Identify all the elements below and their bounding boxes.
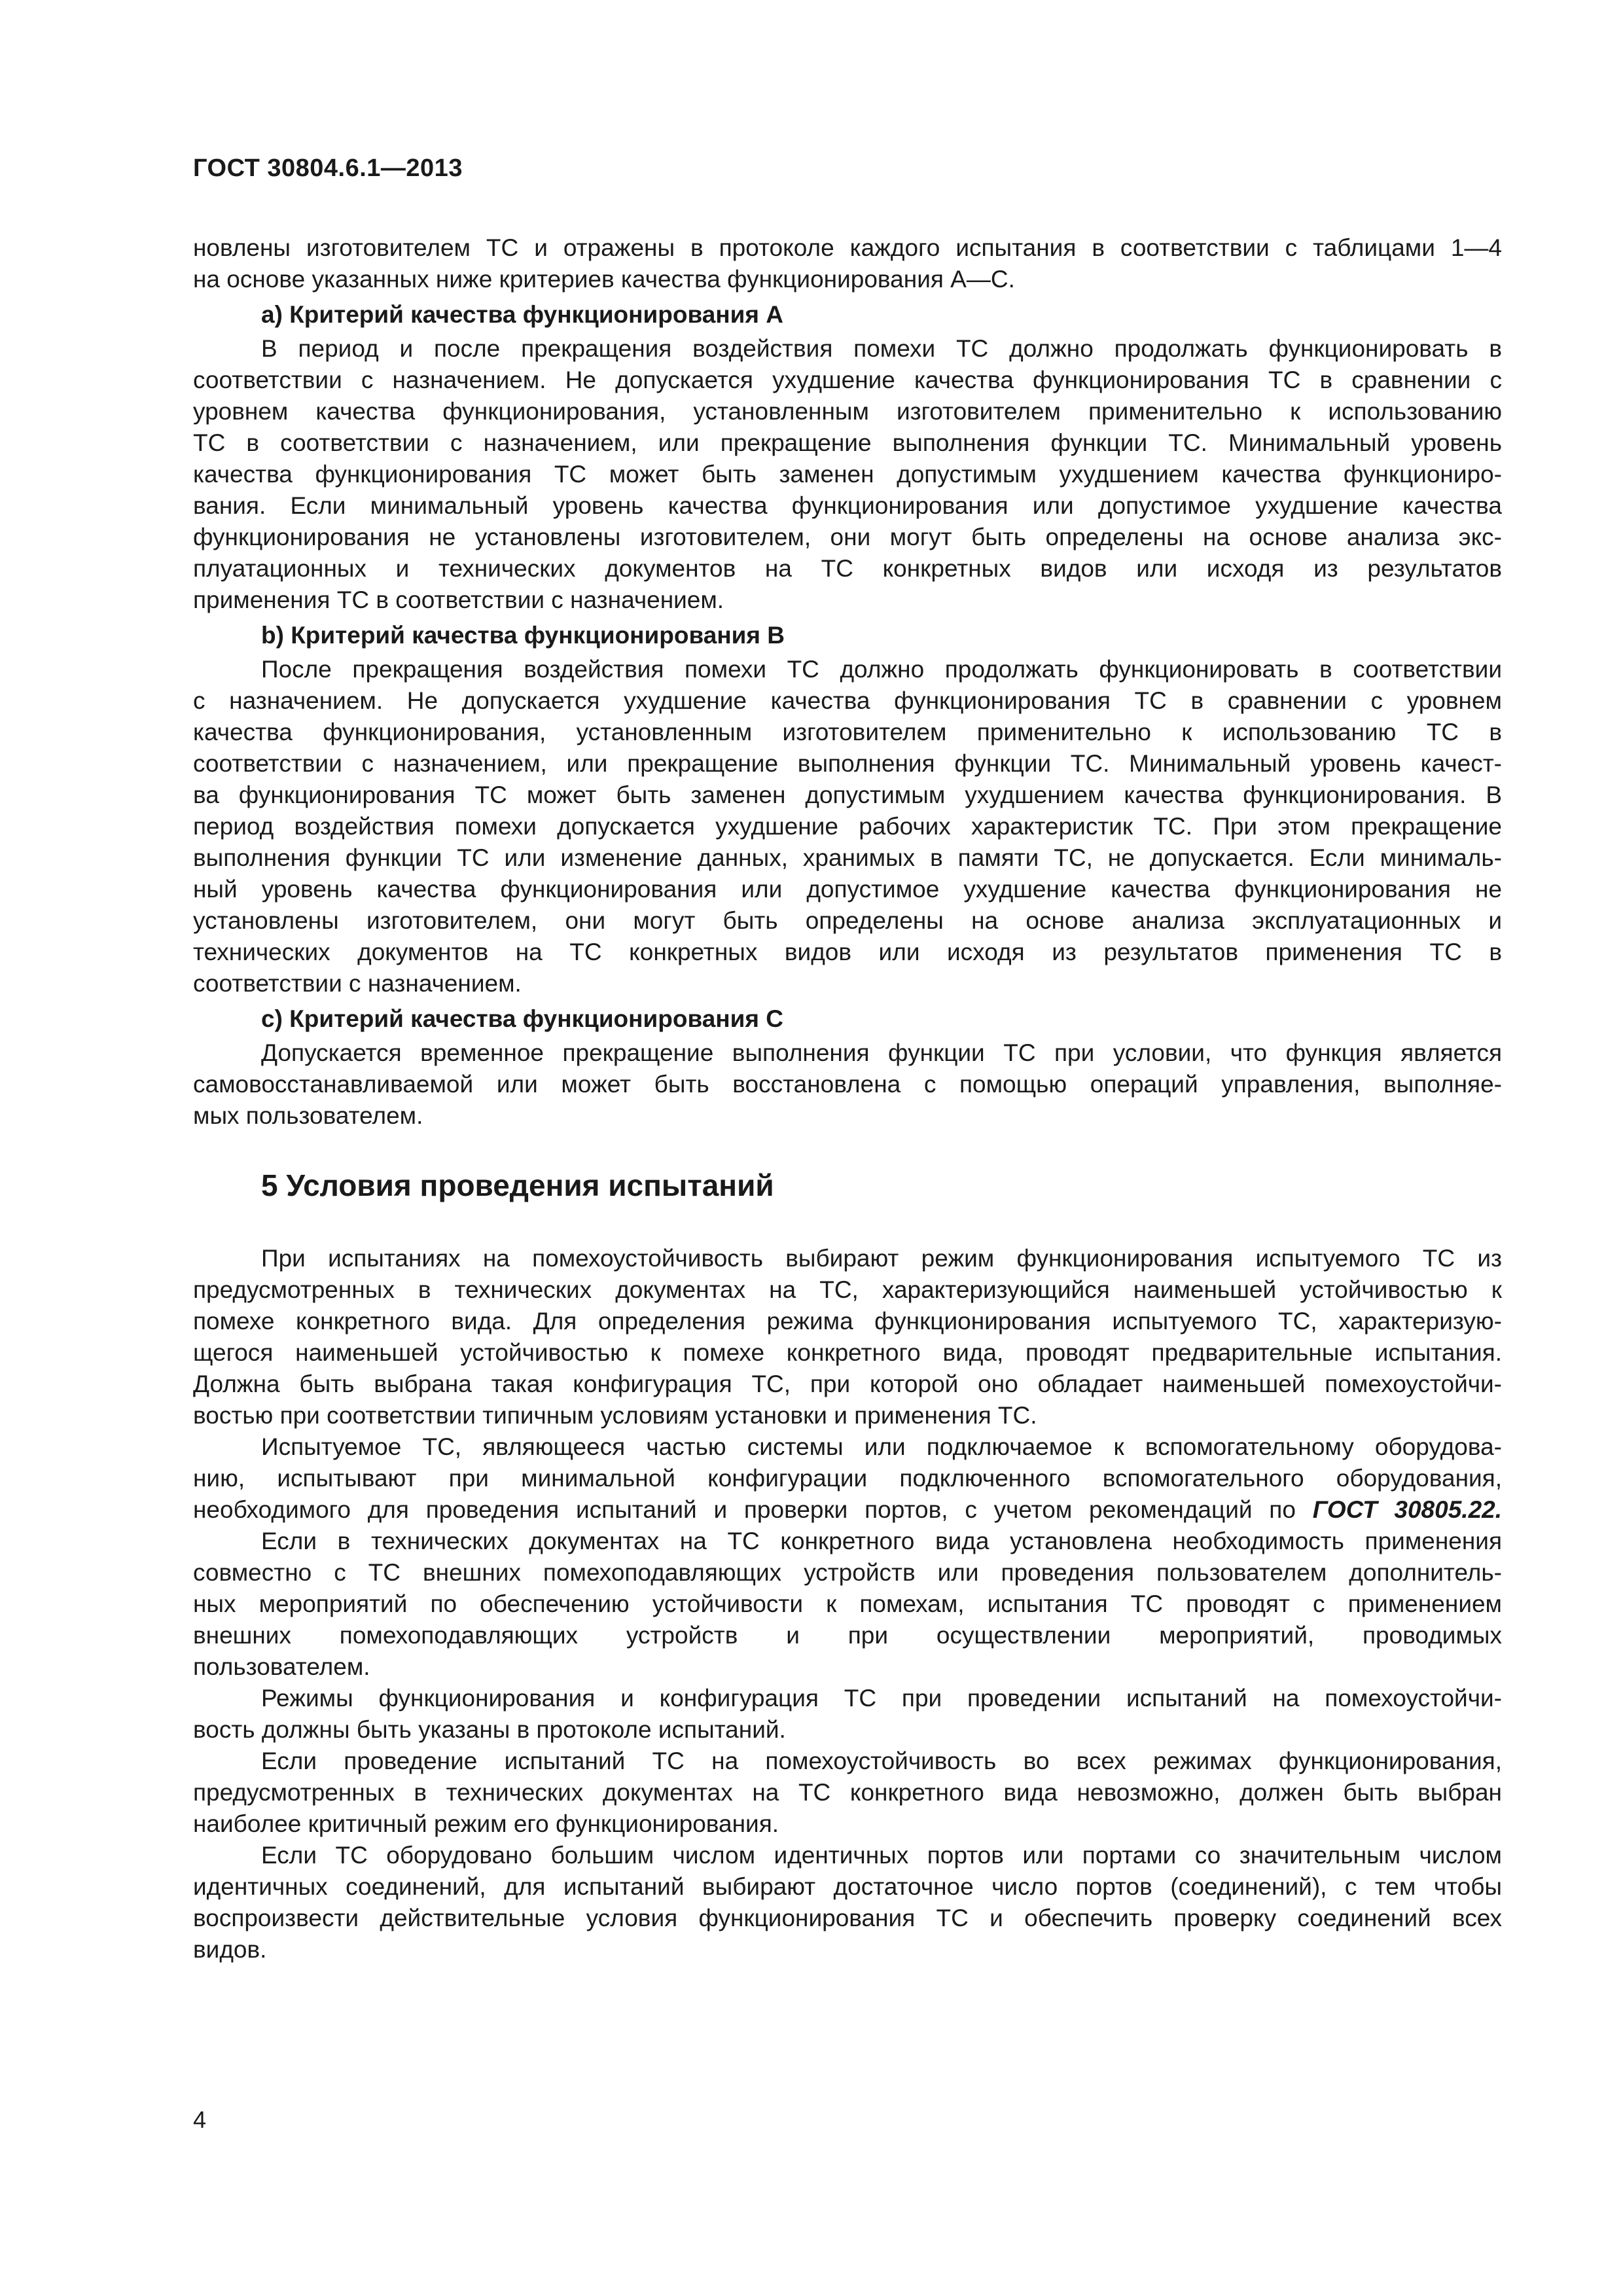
text-line: востью при соответствии типичным условиям установки и применения ТС. — [193, 1402, 1037, 1429]
text-line: соответствии с назначением, или прекращение выполнения функции ТС. Минимальный уровень качест- — [193, 750, 1502, 777]
text-line: пользователем. — [193, 1653, 370, 1680]
text-line: ТС в соответствии с назначением, или прекращение выполнения функции ТС. Минимальный уровень — [193, 429, 1502, 456]
text-line: уровнем качества функционирования, установленным изготовителем применительно к использованию — [193, 398, 1502, 425]
section-5-paragraph-3 — [193, 1526, 1502, 1683]
text-line: функционирования не установлены изготовителем, они могут быть определены на основе анализа экс- — [193, 524, 1502, 550]
text-line: наиболее критичный режим его функционирования. — [193, 1810, 779, 1837]
text-line: самовосстанавливаемой или может быть восстановлена с помощью операций управления, выполняе- — [193, 1071, 1502, 1098]
text-line: применения ТС в соответствии с назначением. — [193, 586, 724, 613]
text-line: После прекращения воздействия помехи ТС должно продолжать функционировать в соответствии — [261, 656, 1502, 683]
text-line: Должна быть выбрана такая конфигурация ТС, при которой оно обладает наименьшей помехоустойчи- — [193, 1371, 1502, 1397]
text-line: качества функционирования ТС может быть заменен допустимым ухудшением качества функциониро- — [193, 461, 1502, 488]
text-line: соответствии с назначением. — [193, 970, 522, 997]
intro-paragraph — [193, 232, 1502, 295]
text-line: предусмотренных в технических документах на ТС, характеризующийся наименьшей устойчивостью к — [193, 1276, 1502, 1303]
text-line: Допускается временное прекращение выполнения функции ТС при условии, что функция является — [261, 1039, 1502, 1066]
text-line: выполнения функции ТС или изменение данных, хранимых в памяти ТС, не допускается. Если минималь- — [193, 844, 1502, 871]
text-line: технических документов на ТС конкретных видов или исходя из результатов применения ТС в — [193, 939, 1502, 965]
text-line: внешних помехоподавляющих устройств и при осуществлении мероприятий, проводимых — [193, 1622, 1502, 1649]
page-body — [193, 232, 1502, 1965]
text-line: идентичных соединений, для испытаний выбирают достаточное число портов (соединений), с тем чтобы — [193, 1873, 1502, 1900]
criterion-a-title: a) Критерий качества функционирования А — [261, 301, 783, 328]
text-line: При испытаниях на помехоустойчивость выбирают режим функционирования испытуемого ТС из — [261, 1245, 1502, 1272]
section-5-paragraph-4 — [193, 1683, 1502, 1746]
text-line: предусмотренных в технических документах на ТС конкретного вида невозможно, должен быть выбран — [193, 1779, 1502, 1806]
section-5-paragraph-1 — [193, 1243, 1502, 1431]
section-5-paragraph-2 — [193, 1431, 1502, 1526]
text-line: Если в технических документах на ТС конкретного вида установлена необходимость применения — [261, 1528, 1502, 1554]
text-line: помехе конкретного вида. Для определения режима функционирования испытуемого ТС, характеризую- — [193, 1308, 1502, 1335]
criterion-a-paragraph — [193, 333, 1502, 616]
criterion-c-title: c) Критерий качества функционирования С — [261, 1005, 783, 1032]
text-line: Режимы функционирования и конфигурация ТС при проведении испытаний на помехоустойчи- — [261, 1685, 1502, 1712]
text-line: мых пользователем. — [193, 1102, 423, 1129]
text-line: ва функционирования ТС может быть заменен допустимым ухудшением качества функционирования. В — [193, 781, 1502, 808]
text-line: установлены изготовителем, они могут быть определены на основе анализа эксплуатационных и — [193, 907, 1502, 934]
text-line: Испытуемое ТС, являющееся частью системы или подключаемое к вспомогательному оборудова- — [261, 1433, 1502, 1460]
text-line: нию, испытывают при минимальной конфигурации подключенного вспомогательного оборудования, — [193, 1465, 1502, 1492]
text-line: воспроизвести действительные условия функционирования ТС и обеспечить проверку соединений всех — [193, 1905, 1502, 1931]
text-line — [193, 1494, 1502, 1526]
text-line: совместно с ТС внешних помехоподавляющих устройств или проведения пользователем дополнитель- — [193, 1559, 1502, 1586]
text-line: щегося наименьшей устойчивостью к помехе конкретного вида, проводят предварительные испытания. — [193, 1339, 1502, 1366]
text-line: вания. Если минимальный уровень качества функционирования или допустимое ухудшение качества — [193, 492, 1502, 519]
text-line: период воздействия помехи допускается ухудшение рабочих характеристик ТС. При этом прекращение — [193, 813, 1502, 840]
text-fragment: необходимого для проведения испытаний и проверки портов, с учетом рекомендаций по — [193, 1496, 1313, 1523]
criterion-b-title: b) Критерий качества функционирования В — [261, 622, 785, 649]
criterion-b-paragraph — [193, 654, 1502, 999]
criterion-c-paragraph — [193, 1037, 1502, 1132]
text-line: вость должны быть указаны в протоколе испытаний. — [193, 1716, 786, 1743]
standard-reference: ГОСТ 30805.22. — [1312, 1496, 1502, 1523]
text-line: новлены изготовителем ТС и отражены в протоколе каждого испытания в соответствии с таблицами 1—4 — [193, 234, 1502, 261]
section-5-paragraph-6 — [193, 1840, 1502, 1965]
page-number: 4 — [193, 2106, 207, 2133]
document-header: ГОСТ 30804.6.1—2013 — [193, 154, 463, 182]
text-line: на основе указанных ниже критериев качества функционирования А—С. — [193, 266, 1015, 293]
text-line: качества функционирования, установленным изготовителем применительно к использованию ТС в — [193, 719, 1502, 745]
text-line: ных мероприятий по обеспечению устойчивости к помехам, испытания ТС проводят с применением — [193, 1590, 1502, 1617]
text-line: ный уровень качества функционирования или допустимое ухудшение качества функционирования не — [193, 876, 1502, 903]
text-line: Если ТС оборудовано большим числом идентичных портов или портами со значительным числом — [261, 1842, 1502, 1869]
text-line: плуатационных и технических документов на ТС конкретных видов или исходя из результатов — [193, 555, 1502, 582]
text-line: с назначением. Не допускается ухудшение качества функционирования ТС в сравнении с уровнем — [193, 687, 1502, 714]
section-5-heading: 5 Условия проведения испытаний — [261, 1168, 774, 1202]
text-line: Если проведение испытаний ТС на помехоустойчивость во всех режимах функционирования, — [261, 1748, 1502, 1774]
text-line: видов. — [193, 1936, 267, 1963]
text-line: соответствии с назначением. Не допускается ухудшение качества функционирования ТС в сравнении с — [193, 367, 1502, 393]
text-line: В период и после прекращения воздействия помехи ТС должно продолжать функционировать в — [261, 335, 1502, 362]
section-5-paragraph-5 — [193, 1746, 1502, 1840]
